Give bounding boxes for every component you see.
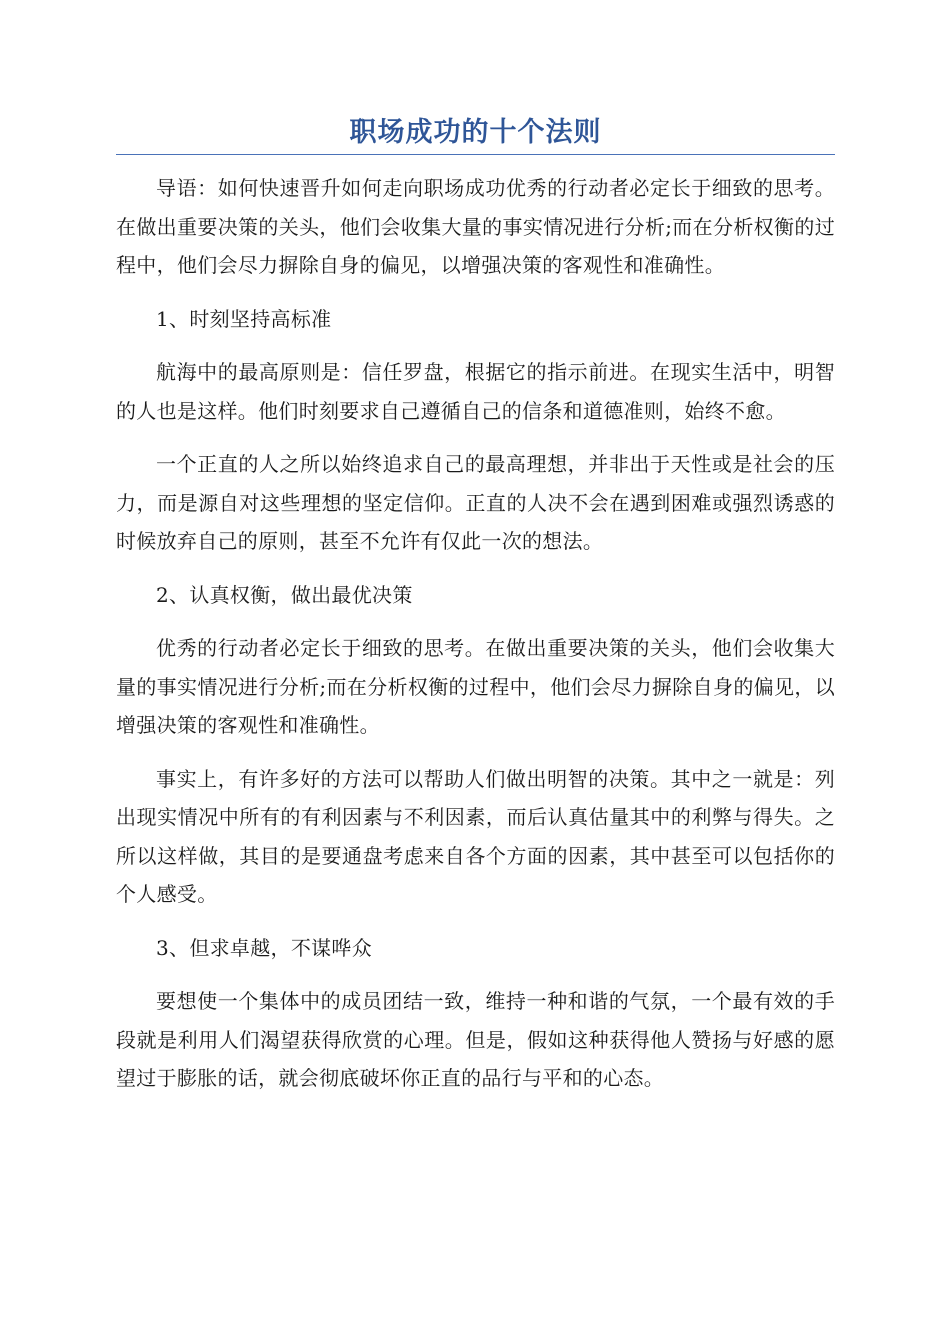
section-1-heading: 1、时刻坚持高标准 <box>156 306 332 331</box>
document-page <box>116 112 835 1113</box>
section-1-paragraph-1: 航海中的最高原则是：信任罗盘，根据它的指示前进。在现实生活中，明智的人也是这样。他们时刻要求自己遵循自己的信条和道德准则，始终不愈。 <box>116 360 835 423</box>
intro-paragraph: 导语：如何快速晋升如何走向职场成功优秀的行动者必定长于细致的思考。在做出重要决策的关头，他们会收集大量的事实情况进行分析;而在分析权衡的过程中，他们会尽力摒除自身的偏见，以增强决策的客观性和准确性。 <box>116 176 835 277</box>
section-3-heading: 3、但求卓越，不谋哗众 <box>156 935 373 960</box>
section-2-paragraph-2: 事实上，有许多好的方法可以帮助人们做出明智的决策。其中之一就是：列出现实情况中所有的有利因素与不利因素，而后认真估量其中的利弊与得失。之所以这样做，其目的是要通盘考虑来自各个方面的因素，其中甚至可以包括你的个人感受。 <box>116 766 835 906</box>
section-2-heading: 2、认真权衡，做出最优决策 <box>156 582 413 607</box>
title-underline <box>116 154 835 155</box>
section-3-paragraph-1: 要想使一个集体中的成员团结一致，维持一种和谐的气氛，一个最有效的手段就是利用人们渴望获得欣赏的心理。但是，假如这种获得他人赞扬与好感的愿望过于膨胀的话，就会彻底破坏你正直的品行与平和的心态。 <box>116 989 835 1090</box>
document-title: 职场成功的十个法则 <box>349 117 602 148</box>
section-1-paragraph-2: 一个正直的人之所以始终追求自己的最高理想，并非出于天性或是社会的压力，而是源自对这些理想的坚定信仰。正直的人决不会在遇到困难或强烈诱惑的时候放弃自己的原则，甚至不允许有仅此一次的想法。 <box>116 452 835 553</box>
section-2-paragraph-1: 优秀的行动者必定长于细致的思考。在做出重要决策的关头，他们会收集大量的事实情况进行分析;而在分析权衡的过程中，他们会尽力摒除自身的偏见，以增强决策的客观性和准确性。 <box>116 636 835 737</box>
